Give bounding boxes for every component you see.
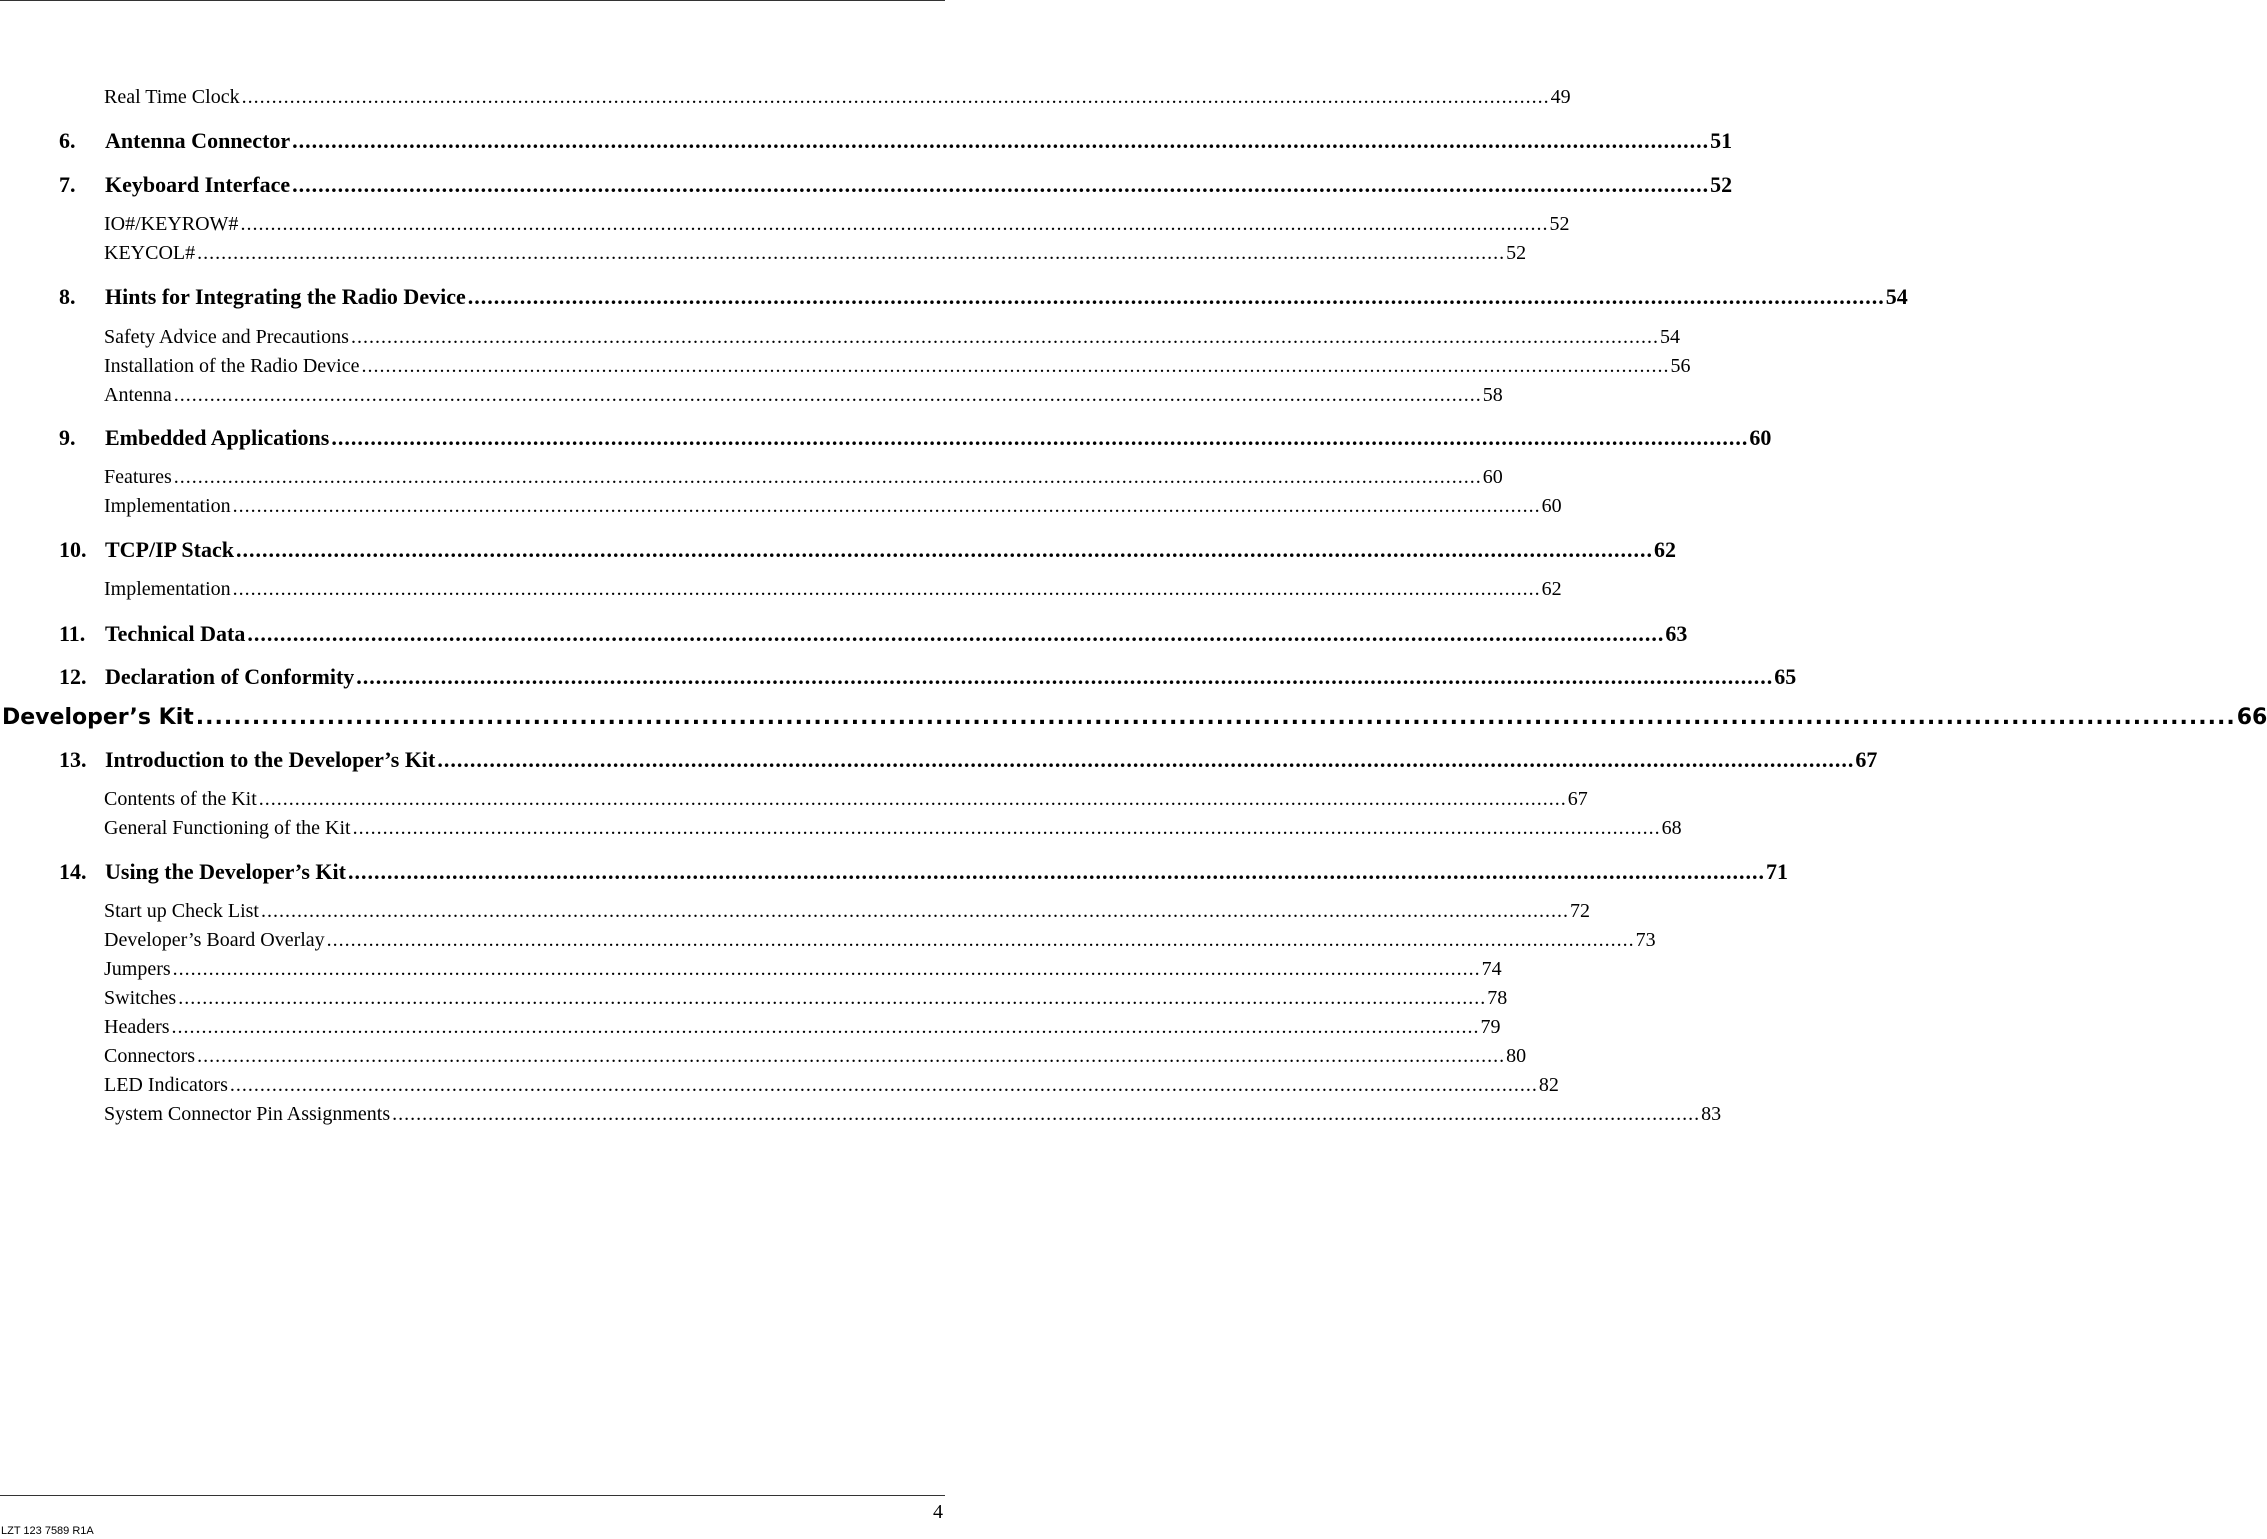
toc-entry-page: 79 <box>1480 1016 1501 1038</box>
toc-section-entry[interactable] <box>104 1103 1722 1126</box>
toc-dot-leader: .......................................................................................................................................................................................................................... <box>247 621 1665 646</box>
toc-entry-page: 68 <box>1661 817 1682 839</box>
toc-section-entry[interactable] <box>104 900 1590 923</box>
toc-entry-title: Safety Advice and Precautions <box>104 326 349 348</box>
toc-entry-title: Declaration of Conformity <box>105 664 355 689</box>
toc-dot-leader: .......................................................................................................................................................................................................................... <box>240 213 1549 235</box>
toc-entry-title: Developer’s Kit <box>2 705 194 730</box>
toc-entry-title: Introduction to the Developer’s Kit <box>105 747 436 772</box>
toc-chapter-entry[interactable] <box>59 284 1908 310</box>
toc-section-entry[interactable] <box>104 987 1508 1010</box>
toc-entry-number: 13. <box>59 747 87 772</box>
toc-dot-leader: .......................................................................................................................................................................................................................... <box>356 664 1774 689</box>
toc-entry-page: 62 <box>1653 537 1676 562</box>
toc-chapter-entry[interactable] <box>59 128 1733 154</box>
toc-entry-title: Start up Check List <box>104 900 259 922</box>
toc-entry-page: 52 <box>1506 242 1527 264</box>
toc-dot-leader: .......................................................................................................................................................................................................................... <box>326 929 1635 951</box>
toc-dot-leader: .......................................................................................................................................................................................................................... <box>350 326 1659 348</box>
toc-entry-page: 63 <box>1665 621 1688 646</box>
toc-entry-page: 62 <box>1541 578 1562 600</box>
toc-entry-title: LED Indicators <box>104 1074 228 1096</box>
toc-dot-leader: .......................................................................................................................................................................................................................... <box>361 355 1670 377</box>
toc-entry-title: Implementation <box>104 578 231 600</box>
toc-dot-leader: .......................................................................................................................................................................................................................... <box>171 1016 1480 1038</box>
toc-dot-leader: .......................................................................................................................................................................................................................... <box>173 466 1482 488</box>
toc-entry-page: 65 <box>1774 664 1797 689</box>
toc-section-entry[interactable] <box>104 213 1570 236</box>
toc-entry-page: 60 <box>1541 495 1562 517</box>
toc-entry-title: Embedded Applications <box>105 425 330 450</box>
toc-entry-page: 54 <box>1659 326 1680 348</box>
toc-section-entry[interactable] <box>104 384 1503 407</box>
toc-entry-title: KEYCOL# <box>104 242 196 264</box>
toc-entry-page: 51 <box>1710 128 1733 153</box>
toc-section-entry[interactable] <box>104 355 1691 378</box>
toc-section-entry[interactable] <box>104 929 1656 952</box>
toc-dot-leader: .......................................................................................................................................................................................................................... <box>232 495 1541 517</box>
toc-entry-number: 14. <box>59 859 87 884</box>
toc-entry-title: TCP/IP Stack <box>105 537 234 562</box>
toc-entry-page: 60 <box>1749 425 1772 450</box>
toc-entry-title: Connectors <box>104 1045 196 1067</box>
toc-dot-leader: .......................................................................................................................................................................................................................... <box>197 1045 1506 1067</box>
toc-entry-title: Technical Data <box>105 621 246 646</box>
toc-dot-leader: .......................................................................................................................................................................................................................... <box>178 987 1487 1009</box>
toc-chapter-entry[interactable] <box>59 664 1797 690</box>
toc-dot-leader: .......................................................................................................................................................................................................................... <box>467 284 1885 309</box>
toc-section-entry[interactable] <box>104 326 1680 349</box>
toc-entry-number: 12. <box>59 664 87 689</box>
toc-chapter-entry[interactable] <box>59 172 1733 198</box>
toc-entry-page: 71 <box>1765 859 1788 884</box>
toc-entry-page: 66 <box>2236 705 2267 730</box>
toc-chapter-entry[interactable] <box>59 425 1772 451</box>
toc-dot-leader: .......................................................................................................................................................................................................................... <box>292 128 1710 153</box>
toc-dot-leader: .......................................................................................................................................................................................................................... <box>347 859 1765 884</box>
toc-entry-title: Headers <box>104 1016 170 1038</box>
toc-entry-page: 67 <box>1567 788 1588 810</box>
toc-entry-page: 52 <box>1549 213 1570 235</box>
toc-dot-leader: .......................................................................................................................................................................................................................... <box>352 817 1661 839</box>
toc-entry-title: IO#/KEYROW# <box>104 213 239 235</box>
toc-entry-title: Antenna Connector <box>105 128 291 153</box>
toc-entry-number: 11. <box>59 621 86 646</box>
page-number: 4 <box>933 1501 943 1523</box>
toc-chapter-entry[interactable] <box>59 621 1688 647</box>
toc-chapter-entry[interactable] <box>59 537 1676 563</box>
toc-dot-leader: .......................................................................................................................................................................................................................... <box>232 578 1541 600</box>
toc-section-entry[interactable] <box>104 1074 1559 1097</box>
toc-dot-leader: .......................................................................................................................................................................................................................... <box>392 1103 1701 1125</box>
toc-dot-leader: .......................................................................................................................................................................................................................... <box>172 958 1481 980</box>
toc-entry-page: 52 <box>1710 172 1733 197</box>
toc-entry-page: 56 <box>1670 355 1691 377</box>
toc-entry-title: Features <box>104 466 172 488</box>
toc-entry-page: 73 <box>1635 929 1656 951</box>
toc-dot-leader: .......................................................................................................................................................................................................................... <box>258 788 1567 810</box>
toc-dot-leader: .......................................................................................................................................................................................................................... <box>229 1074 1538 1096</box>
toc-entry-page: 78 <box>1487 987 1508 1009</box>
toc-entry-title: Using the Developer’s Kit <box>105 859 346 884</box>
toc-entry-page: 49 <box>1550 86 1571 108</box>
footer-rule <box>0 1495 945 1496</box>
toc-entry-page: 74 <box>1481 958 1502 980</box>
toc-entry-page: 80 <box>1506 1045 1527 1067</box>
toc-section-entry[interactable] <box>104 466 1503 489</box>
toc-entry-number: 8. <box>59 284 76 309</box>
document-reference: LZT 123 7589 R1A <box>1 1525 94 1537</box>
toc-section-entry[interactable] <box>104 1045 1527 1068</box>
toc-dot-leader: .......................................................................................................................................................................................................................... <box>235 537 1653 562</box>
toc-part-entry[interactable] <box>2 705 2267 730</box>
toc-entry-title: Jumpers <box>104 958 171 980</box>
toc-section-entry[interactable] <box>104 578 1562 601</box>
toc-entry-title: System Connector Pin Assignments <box>104 1103 391 1125</box>
toc-entry-title: Installation of the Radio Device <box>104 355 360 377</box>
toc-entry-page: 54 <box>1885 284 1908 309</box>
toc-entry-title: Hints for Integrating the Radio Device <box>105 284 466 309</box>
toc-entry-title: Switches <box>104 987 177 1009</box>
toc-entry-number: 9. <box>59 425 76 450</box>
toc-entry-page: 67 <box>1855 747 1878 772</box>
header-rule <box>0 0 945 1</box>
toc-section-entry[interactable] <box>104 495 1562 518</box>
toc-chapter-entry[interactable] <box>59 859 1788 885</box>
toc-dot-leader: .......................................................................................................................................................................................................................... <box>173 384 1482 406</box>
toc-entry-title: Contents of the Kit <box>104 788 257 810</box>
toc-entry-page: 60 <box>1482 466 1503 488</box>
toc-section-entry[interactable] <box>104 817 1682 840</box>
toc-entry-number: 6. <box>59 128 76 153</box>
toc-dot-leader: .......................................................................................................................................................................................................................... <box>195 705 2236 730</box>
toc-section-entry[interactable] <box>104 242 1527 265</box>
toc-entry-page: 72 <box>1569 900 1590 922</box>
toc-dot-leader: .......................................................................................................................................................................................................................... <box>292 172 1710 197</box>
toc-entry-page: 82 <box>1538 1074 1559 1096</box>
toc-dot-leader: .......................................................................................................................................................................................................................... <box>331 425 1749 450</box>
toc-entry-title: Keyboard Interface <box>105 172 291 197</box>
toc-entry-title: Developer’s Board Overlay <box>104 929 325 951</box>
toc-entry-title: General Functioning of the Kit <box>104 817 351 839</box>
toc-entry-title: Implementation <box>104 495 231 517</box>
toc-section-entry[interactable] <box>104 1016 1501 1039</box>
toc-entry-page: 58 <box>1482 384 1503 406</box>
toc-entry-page: 83 <box>1701 1103 1722 1125</box>
toc-entry-title: Antenna <box>104 384 172 406</box>
toc-section-entry[interactable] <box>104 86 1571 109</box>
toc-chapter-entry[interactable] <box>59 747 1878 773</box>
toc-dot-leader: .......................................................................................................................................................................................................................... <box>437 747 1855 772</box>
toc-dot-leader: .......................................................................................................................................................................................................................... <box>260 900 1569 922</box>
toc-entry-number: 7. <box>59 172 76 197</box>
toc-entry-title: Real Time Clock <box>104 86 240 108</box>
toc-section-entry[interactable] <box>104 788 1588 811</box>
toc-entry-number: 10. <box>59 537 87 562</box>
toc-section-entry[interactable] <box>104 958 1502 981</box>
toc-dot-leader: .......................................................................................................................................................................................................................... <box>241 86 1550 108</box>
toc-dot-leader: .......................................................................................................................................................................................................................... <box>197 242 1506 264</box>
